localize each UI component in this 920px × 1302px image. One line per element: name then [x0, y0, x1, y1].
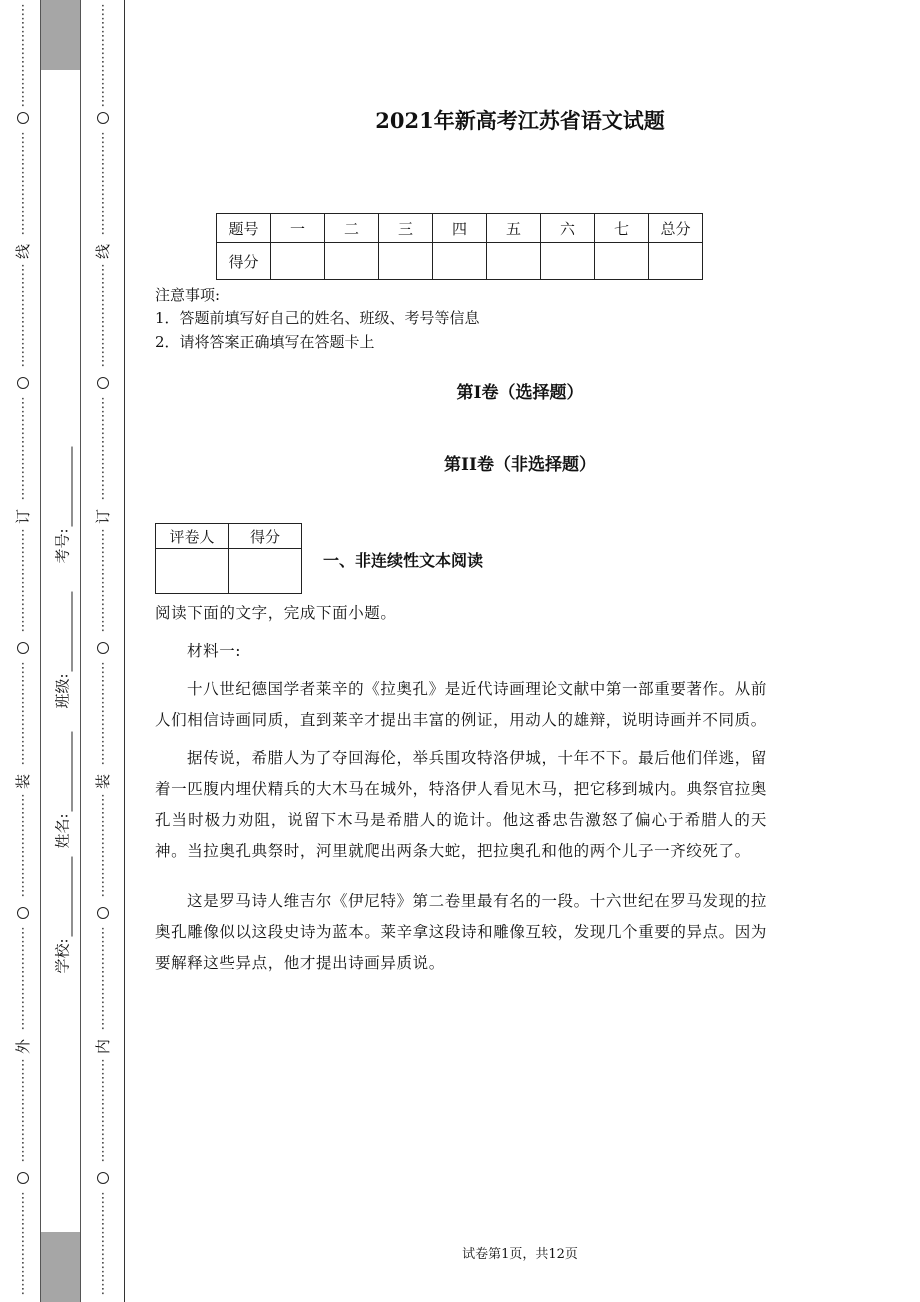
class-label: 班级:	[53, 673, 72, 709]
paragraph: 据传说，希腊人为了夺回海伦，举兵围攻特洛伊城，十年不下。最后他们佯逃，留着一匹腹内埋伏精兵的大木马在城外，特洛伊人看见木马，把它移到城内。典祭官拉奥孔当时极力劝阻，说留下木马是希腊人的诡计。他这番忠告激怒了偏心于希腊人的天神。当拉奥孔典祭时，河里就爬出两条大蛇，把拉奥孔和他的两个儿子一齐绞死了。	[155, 749, 767, 860]
question-title: 一、非连续性文本阅读	[323, 551, 484, 570]
section-heading-part1: 第I卷（选择题）	[456, 383, 584, 403]
outer-dotted-segment: ⋮ ⋮ ⋮ ⋮ ⋮ ⋮ ⋮ ⋮	[16, 1191, 30, 1297]
score-cell[interactable]	[271, 243, 325, 280]
notice-item: 2．请将答案正确填写在答题卡上	[155, 333, 375, 351]
outer-dotted-segment: ⋮ ⋮ ⋮ ⋮ ⋮ ⋮ ⋮ ⋮	[16, 661, 30, 767]
grader-table	[155, 523, 302, 594]
grader-score-label: 得分	[229, 524, 302, 549]
exam-number-label: 考号:	[53, 528, 72, 564]
binding-rule	[124, 0, 125, 1302]
score-col: 七	[595, 214, 649, 243]
student-info-fields	[45, 0, 79, 1302]
outer-dotted-segment: ⋮ ⋮ ⋮ ⋮ ⋮ ⋮ ⋮ ⋮	[16, 926, 30, 1032]
grader-label: 评卷人	[156, 524, 229, 549]
score-col: 三	[379, 214, 433, 243]
score-table	[216, 213, 703, 280]
name-label: 姓名:	[53, 813, 72, 849]
exam-title: 2021年新高考江苏省语文试题	[375, 108, 665, 133]
inner-dotted-segment: ⋮ ⋮ ⋮ ⋮ ⋮ ⋮ ⋮ ⋮	[96, 1058, 110, 1164]
score-cell[interactable]	[379, 243, 433, 280]
outer-dotted-segment: ⋮ ⋮ ⋮ ⋮ ⋮ ⋮ ⋮ ⋮	[16, 263, 30, 369]
inner-dotted-segment: ⋮ ⋮ ⋮ ⋮ ⋮ ⋮ ⋮ ⋮	[96, 528, 110, 634]
outer-binding-char: 装	[14, 773, 33, 790]
inner-binding-char: 线	[94, 243, 113, 260]
inner-binding-char: 内	[94, 1038, 113, 1055]
inner-cut-line	[94, 0, 112, 1302]
inner-dotted-segment: ⋮ ⋮ ⋮ ⋮ ⋮ ⋮ ⋮ ⋮	[96, 396, 110, 502]
outer-dotted-segment: ⋮ ⋮ ⋮ ⋮ ⋮ ⋮ ⋮ ⋮	[16, 131, 30, 237]
section-heading-part2: 第II卷（非选择题）	[444, 455, 596, 475]
inner-dotted-segment: ⋮ ⋮ ⋮ ⋮ ⋮ ⋮ ⋮ ⋮	[96, 661, 110, 767]
page-footer: 试卷第1页，共12页	[462, 1247, 578, 1262]
score-col: 五	[487, 214, 541, 243]
outer-dotted-segment: ⋮ ⋮ ⋮ ⋮ ⋮ ⋮ ⋮ ⋮	[16, 1058, 30, 1164]
score-header-label: 题号	[217, 214, 271, 243]
outer-binding-char: 线	[14, 243, 33, 260]
outer-circle-icon	[17, 1172, 29, 1184]
outer-binding-char: 外	[14, 1038, 33, 1055]
outer-dotted-segment: ⋮ ⋮ ⋮ ⋮ ⋮ ⋮ ⋮ ⋮	[16, 3, 30, 109]
school-field[interactable]	[45, 830, 79, 1000]
material-label: 材料一:	[187, 642, 242, 660]
inner-dotted-segment: ⋮ ⋮ ⋮ ⋮ ⋮ ⋮ ⋮ ⋮	[96, 926, 110, 1032]
inner-dotted-segment: ⋮ ⋮ ⋮ ⋮ ⋮ ⋮ ⋮ ⋮	[96, 1191, 110, 1297]
outer-binding-char: 订	[14, 508, 33, 525]
outer-cut-line	[14, 0, 32, 1302]
inner-circle-icon	[97, 642, 109, 654]
score-row-label: 得分	[217, 243, 271, 280]
paragraph: 这是罗马诗人维吉尔《伊尼特》第二卷里最有名的一段。十六世纪在罗马发现的拉奥孔雕像似以这段史诗为蓝本。莱辛拿这段诗和雕像互较，发现几个重要的异点。因为要解释这些异点，他才提出诗画异质说。	[155, 892, 767, 972]
score-col: 四	[433, 214, 487, 243]
inner-dotted-segment: ⋮ ⋮ ⋮ ⋮ ⋮ ⋮ ⋮ ⋮	[96, 131, 110, 237]
inner-dotted-segment: ⋮ ⋮ ⋮ ⋮ ⋮ ⋮ ⋮ ⋮	[96, 263, 110, 369]
outer-circle-icon	[17, 642, 29, 654]
score-cell[interactable]	[595, 243, 649, 280]
instruction-text: 阅读下面的文字，完成下面小题。	[155, 604, 397, 622]
score-col-total: 总分	[649, 214, 703, 243]
score-cell[interactable]	[433, 243, 487, 280]
paragraph: 十八世纪德国学者莱辛的《拉奥孔》是近代诗画理论文献中第一部重要著作。从前人们相信诗画同质，直到莱辛才提出丰富的例证，用动人的雄辩，说明诗画并不同质。	[155, 680, 767, 729]
grader-score-cell[interactable]	[229, 549, 302, 594]
inner-dotted-segment: ⋮ ⋮ ⋮ ⋮ ⋮ ⋮ ⋮ ⋮	[96, 793, 110, 899]
notice-item: 1．答题前填写好自己的姓名、班级、考号等信息	[155, 309, 480, 327]
score-col: 二	[325, 214, 379, 243]
school-label: 学校:	[53, 938, 72, 974]
score-cell-total[interactable]	[649, 243, 703, 280]
inner-binding-char: 装	[94, 773, 113, 790]
outer-dotted-segment: ⋮ ⋮ ⋮ ⋮ ⋮ ⋮ ⋮ ⋮	[16, 396, 30, 502]
outer-dotted-segment: ⋮ ⋮ ⋮ ⋮ ⋮ ⋮ ⋮ ⋮	[16, 528, 30, 634]
score-col: 一	[271, 214, 325, 243]
notice-heading: 注意事项:	[155, 286, 221, 304]
inner-binding-char: 订	[94, 508, 113, 525]
score-cell[interactable]	[325, 243, 379, 280]
inner-circle-icon	[97, 1172, 109, 1184]
score-cell[interactable]	[487, 243, 541, 280]
score-cell[interactable]	[541, 243, 595, 280]
score-col: 六	[541, 214, 595, 243]
inner-dotted-segment: ⋮ ⋮ ⋮ ⋮ ⋮ ⋮ ⋮ ⋮	[96, 3, 110, 109]
grader-cell[interactable]	[156, 549, 229, 594]
binding-margin	[0, 0, 125, 1302]
outer-circle-icon	[17, 907, 29, 919]
inner-circle-icon	[97, 907, 109, 919]
outer-dotted-segment: ⋮ ⋮ ⋮ ⋮ ⋮ ⋮ ⋮ ⋮	[16, 793, 30, 899]
